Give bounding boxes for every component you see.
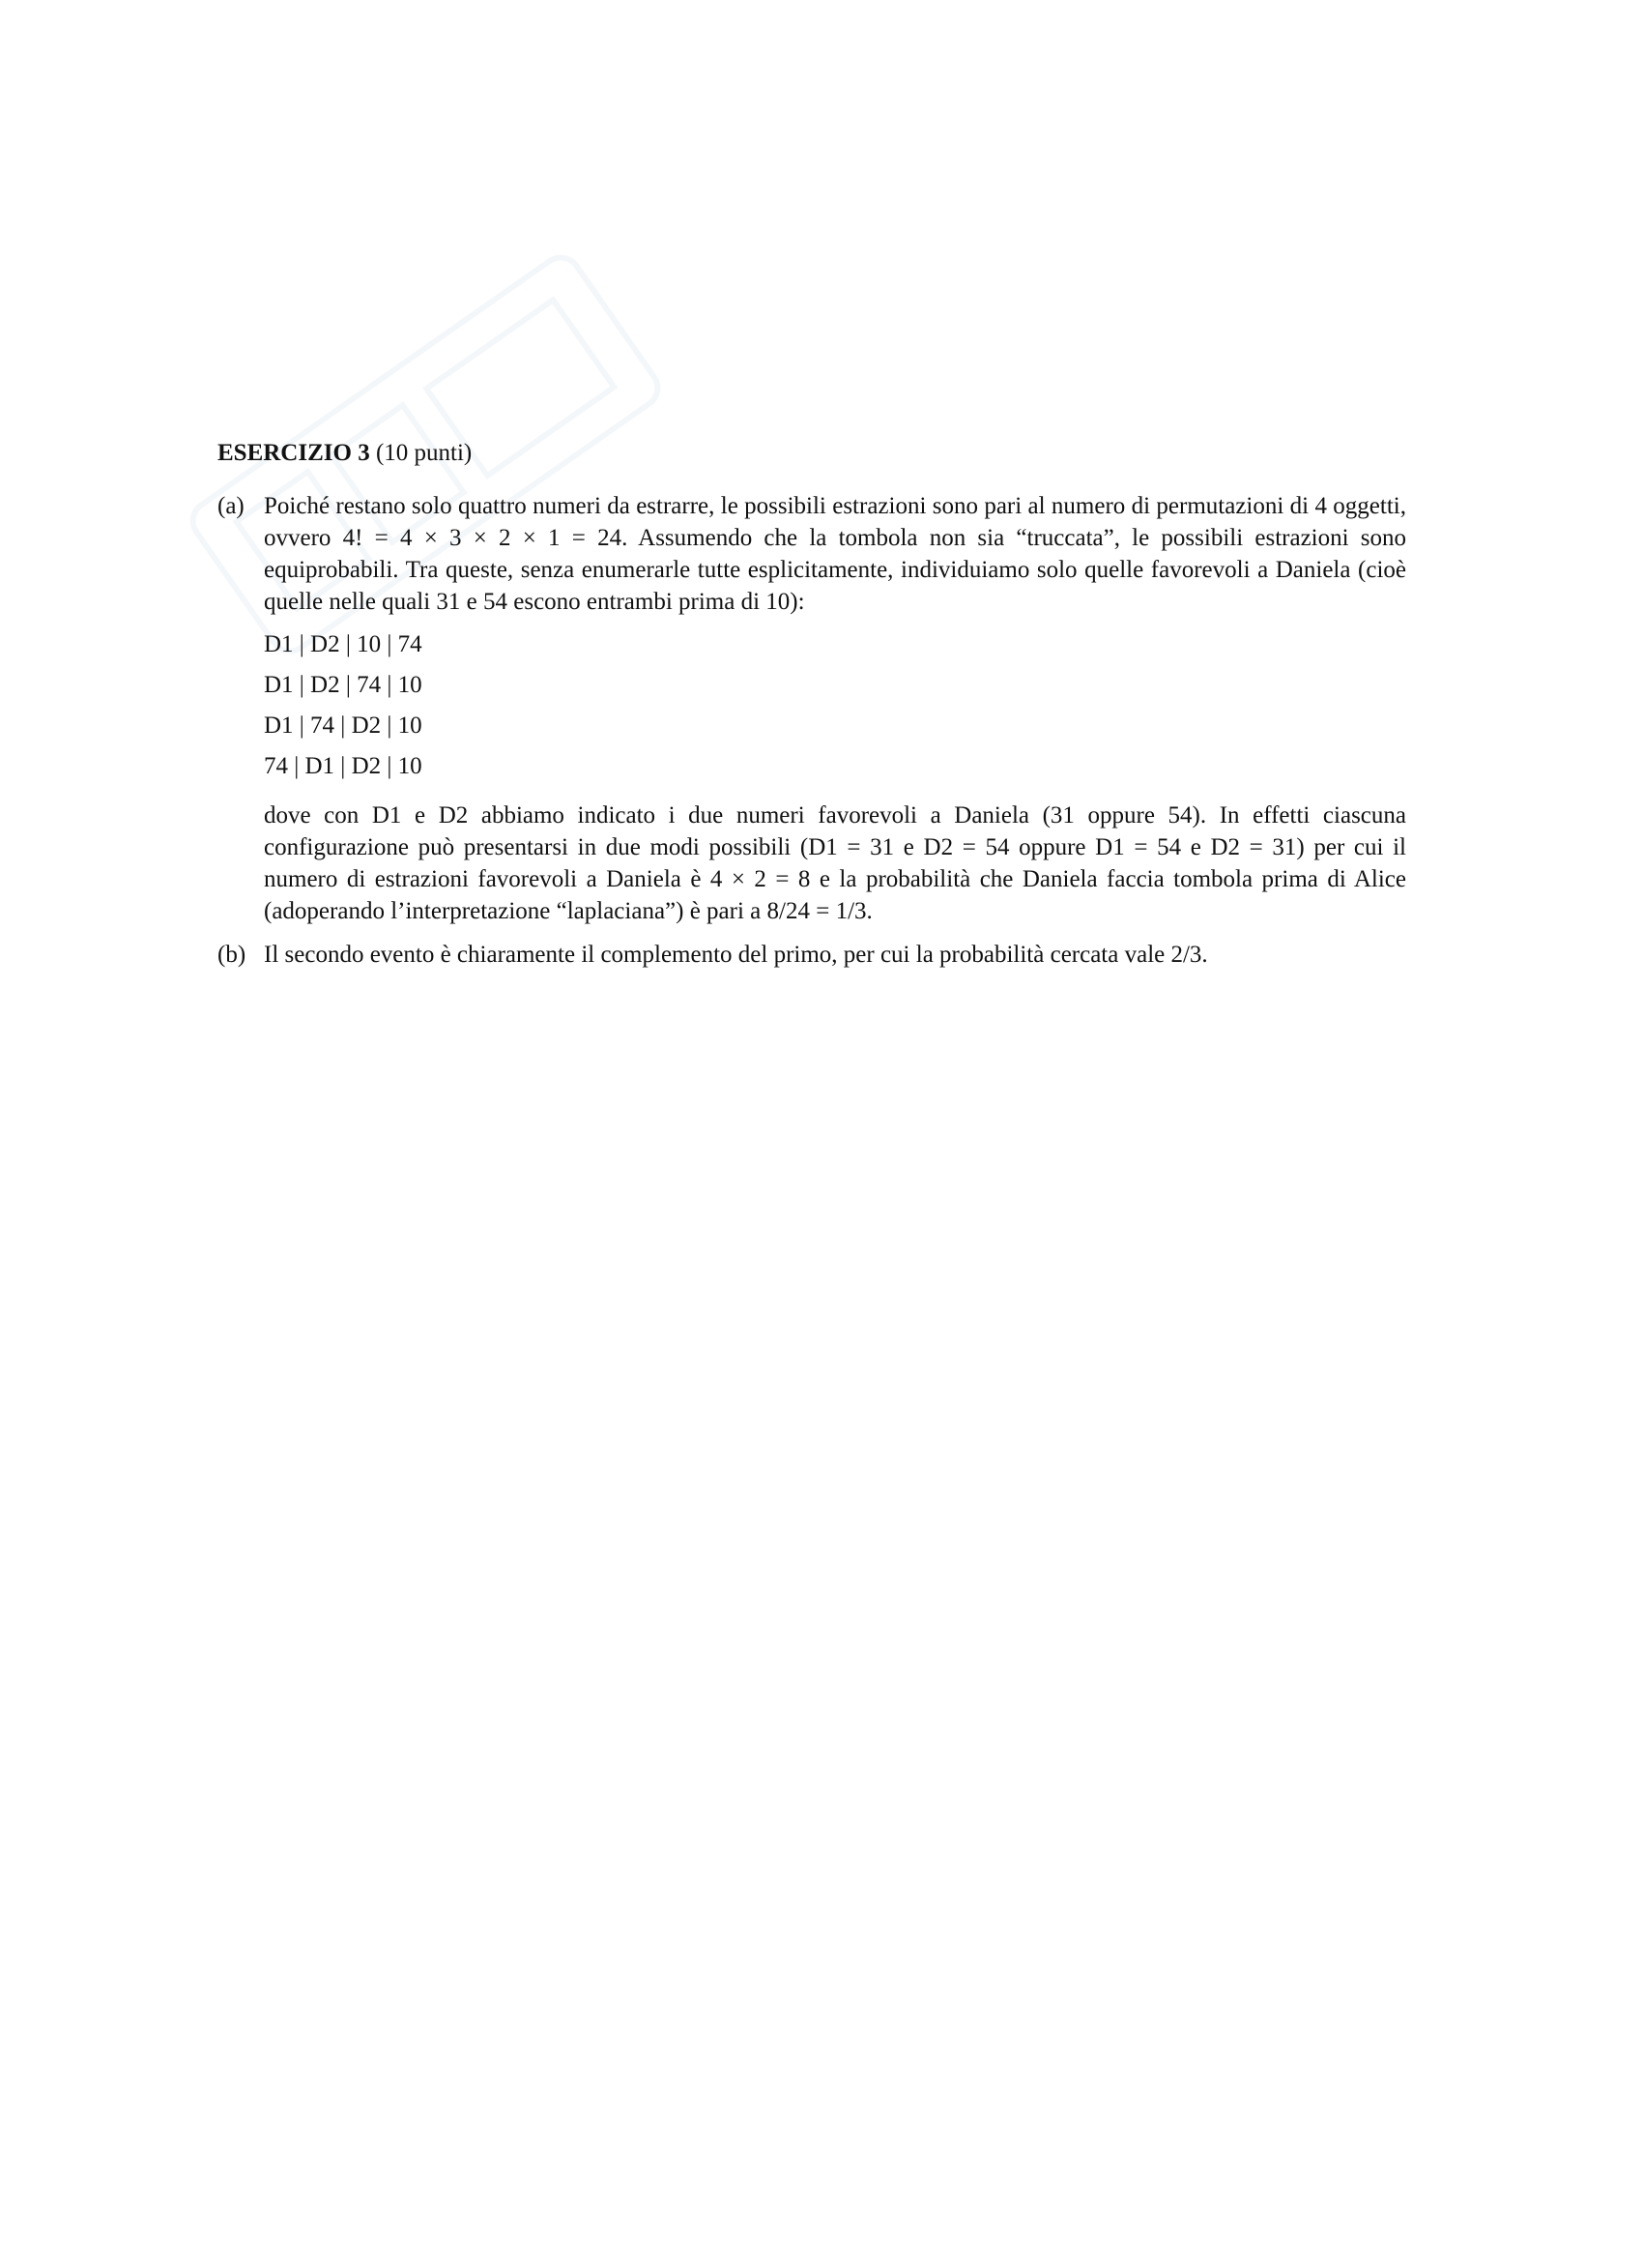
exercise-points: (10 punti) <box>375 440 473 466</box>
item-a-intro: Poiché restano solo quattro numeri da estrarre, le possibili estrazioni sono pari al numero di permutazioni di 4 oggetti, ovvero 4! = 4 × 3 × 2 × 1 = 24. Assumendo che la tombola non sia “truccata”, le possibili estrazioni sono equiprobabili. Tra queste, senza enumerarle tutte esplicitamente, individuiamo solo quelle favorevoli a Daniela (cioè quelle nelle quali 31 e 54 escono entrambi prima di 10): <box>264 493 1406 615</box>
exercise-body <box>217 437 1406 982</box>
item-label: (a) <box>217 493 245 519</box>
item-a-conclusion: dove con D1 e D2 abbiamo indicato i due numeri favorevoli a Daniela (31 oppure 54). In effetti ciascuna configurazione può presentarsi in due modi possibili (D1 = 31 e D2 = 54 oppure D1 = 54 e D2 = 31) per cui il numero di estrazioni favorevoli a Daniela è 4 × 2 = 8 e la probabilità che Daniela faccia tombola prima di Alice (adoperando l’interpretazione “laplaciana”) è pari a 8/24 = 1/3. <box>264 802 1406 924</box>
item-b-text: Il secondo evento è chiaramente il complemento del primo, per cui la probabilità cercata vale 2/3. <box>264 942 1208 968</box>
item-label: (b) <box>217 942 246 968</box>
item-a <box>217 490 1406 927</box>
configuration-item: 74 | D1 | D2 | 10 <box>264 753 422 779</box>
configuration-list <box>264 627 1406 790</box>
configuration-item: D1 | D2 | 74 | 10 <box>264 672 422 698</box>
item-b <box>217 939 1406 971</box>
configuration-item: D1 | D2 | 10 | 74 <box>264 631 422 657</box>
configuration-item: D1 | 74 | D2 | 10 <box>264 712 422 739</box>
exercise-title: ESERCIZIO 3 <box>217 440 370 466</box>
exercise-heading <box>217 437 1406 469</box>
